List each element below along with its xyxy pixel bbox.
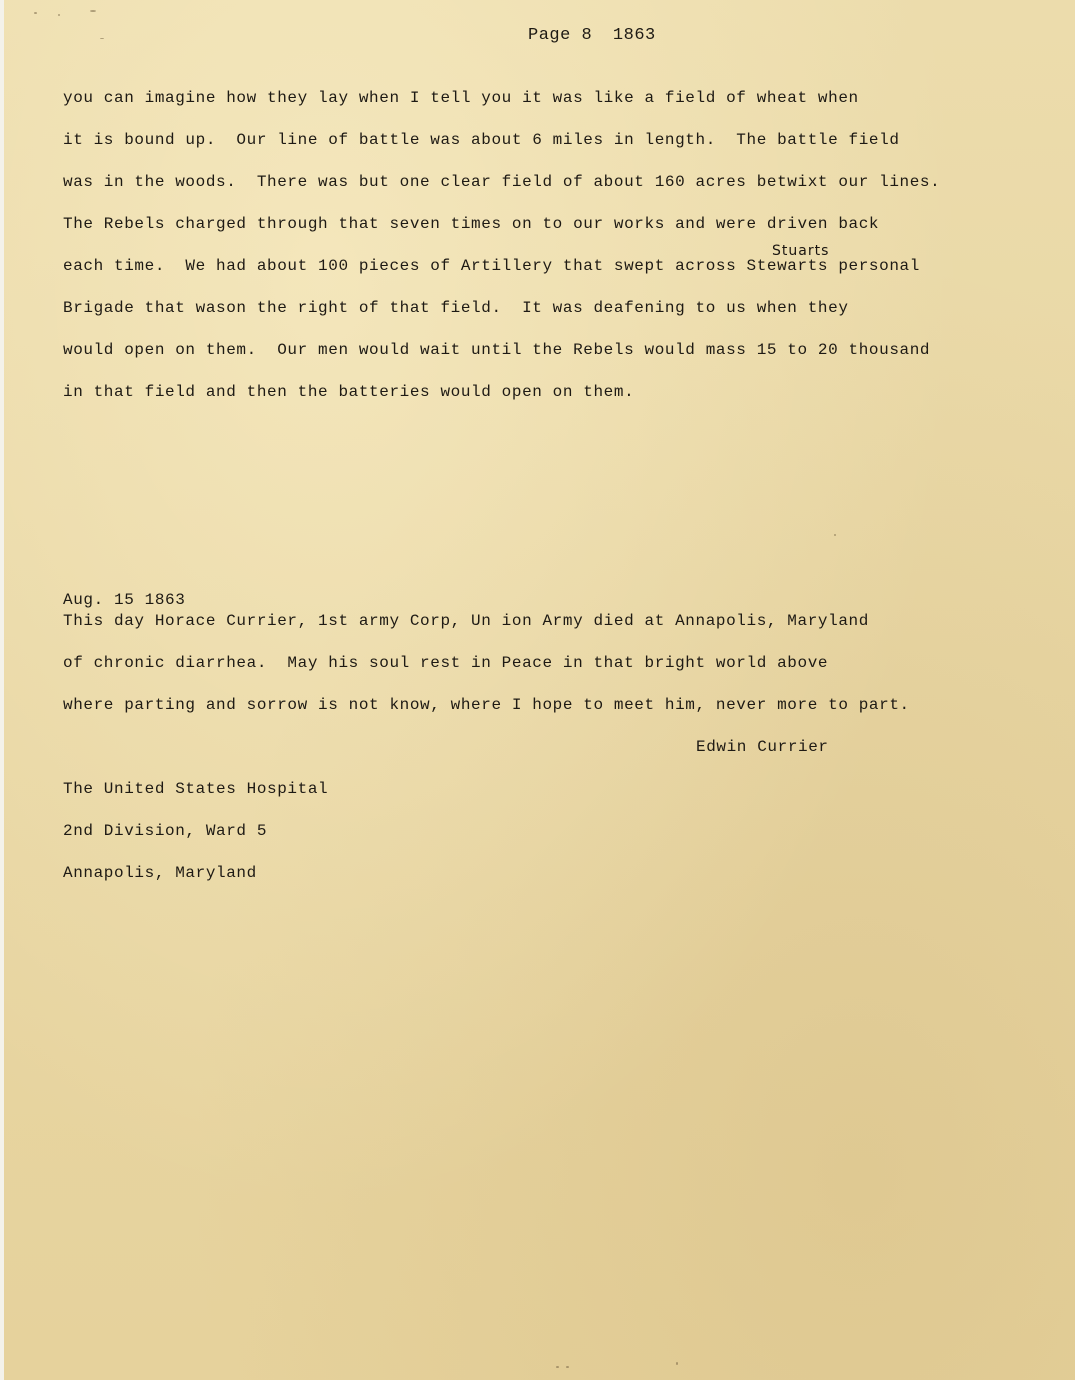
signature: Edwin Currier	[696, 738, 829, 756]
entry-date: Aug. 15 1863	[63, 591, 186, 609]
paper-speck	[566, 1366, 569, 1368]
paper-speck	[676, 1362, 678, 1365]
handwritten-correction: Stuarts	[772, 243, 830, 259]
address-line: 2nd Division, Ward 5	[63, 822, 268, 840]
entry-line: where parting and sorrow is not know, where I hope to meet him, never more to part.	[63, 696, 910, 714]
paper-speck	[90, 10, 96, 12]
address-line: The United States Hospital	[63, 780, 329, 798]
body-line: you can imagine how they lay when I tell you it was like a field of wheat when	[63, 89, 859, 107]
paper-speck	[834, 534, 836, 536]
body-line: would open on them. Our men would wait until the Rebels would mass 15 to 20 thousand	[63, 341, 931, 359]
paper-speck	[58, 14, 60, 16]
page-label: Page 8	[528, 26, 593, 45]
body-line: each time. We had about 100 pieces of Artillery that swept across Stewarts personal	[63, 257, 920, 275]
body-line: in that field and then the batteries would open on them.	[63, 383, 635, 401]
body-line: it is bound up. Our line of battle was about 6 miles in length. The battle field	[63, 131, 900, 149]
entry-line: of chronic diarrhea. May his soul rest in Peace in that bright world above	[63, 654, 829, 672]
paper-speck	[34, 12, 37, 14]
page-header	[528, 26, 666, 45]
body-line: The Rebels charged through that seven times on to our works and were driven back	[63, 215, 880, 233]
body-line: Brigade that wason the right of that field. It was deafening to us when they	[63, 299, 849, 317]
page-edge	[0, 0, 4, 1380]
entry-line: This day Horace Currier, 1st army Corp, Un ion Army died at Annapolis, Maryland	[63, 612, 869, 630]
paper-speck	[556, 1366, 559, 1368]
address-line: Annapolis, Maryland	[63, 864, 257, 882]
body-line: was in the woods. There was but one clear field of about 160 acres betwixt our lines.	[63, 173, 941, 191]
paper-speck	[100, 38, 104, 39]
page-year: 1863	[612, 26, 656, 45]
